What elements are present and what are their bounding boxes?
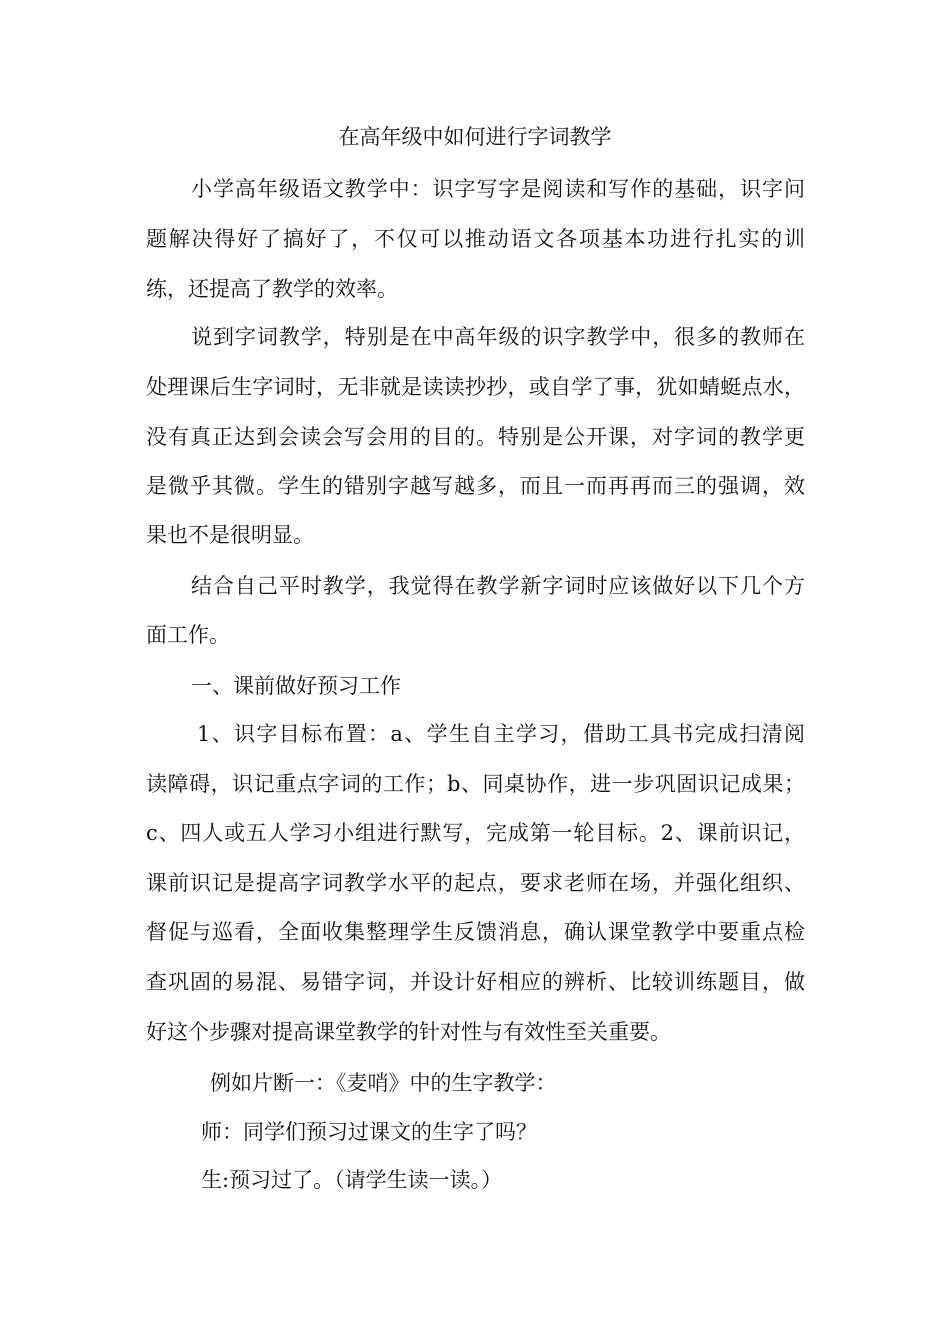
paragraph-4-line-7: 好这个步骤对提高课堂教学的针对性与有效性至关重要。 [146, 1020, 671, 1044]
example-heading: 例如片断一：《麦哨》中的生字教学： [210, 1071, 557, 1095]
paragraph-1-line-3: 练，还提高了教学的效率。 [146, 277, 398, 301]
document-title: 在高年级中如何进行字词教学 [338, 125, 612, 149]
paragraph-4-line-1: 1、识字目标布置：a、学生自主学习，借助工具书完成扫清阅 [197, 722, 805, 746]
paragraph-2-line-1: 说到字词教学，特别是在中高年级的识字教学中，很多的教师在 [191, 325, 805, 349]
paragraph-3-line-2: 面工作。 [146, 623, 230, 647]
paragraph-4-line-3: c、四人或五人学习小组进行默写，完成第一轮目标。2、课前识记， [146, 821, 805, 845]
paragraph-1-line-2: 题解决得好了搞好了，不仅可以推动语文各项基本功进行扎实的训 [146, 227, 805, 251]
paragraph-3-line-1: 结合自己平时教学，我觉得在教学新字词时应该做好以下几个方 [191, 574, 805, 598]
paragraph-2-line-4: 是微乎其微。学生的错别字越写越多，而且一而再再而三的强调，效 [146, 474, 805, 498]
paragraph-4-line-5: 督促与巡看，全面收集整理学生反馈消息，确认课堂教学中要重点检 [146, 920, 805, 944]
section-heading-1: 一、课前做好预习工作 [191, 674, 401, 698]
paragraph-2-line-2: 处理课后生字词时，无非就是读读抄抄，或自学了事，犹如蜻蜓点水， [146, 375, 805, 399]
dialogue-teacher: 师：同学们预习过课文的生字了吗？ [201, 1120, 537, 1144]
paragraph-4-line-2: 读障碍，识记重点字词的工作；b、同桌协作，进一步巩固识记成果； [146, 772, 805, 796]
paragraph-1-line-1: 小学高年级语文教学中：识字写字是阅读和写作的基础，识字问 [191, 177, 805, 201]
paragraph-4-line-6: 查巩固的易混、易错字词，并设计好相应的辨析、比较训练题目，做 [146, 970, 805, 994]
dialogue-student: 生:预习过了。（请学生读一读。） [201, 1168, 503, 1192]
paragraph-4-line-4: 课前识记是提高字词教学水平的起点，要求老师在场，并强化组织、 [146, 871, 805, 895]
paragraph-2-line-3: 没有真正达到会读会写会用的目的。特别是公开课，对字词的教学更 [146, 425, 805, 449]
paragraph-2-line-5: 果也不是很明显。 [146, 523, 314, 547]
